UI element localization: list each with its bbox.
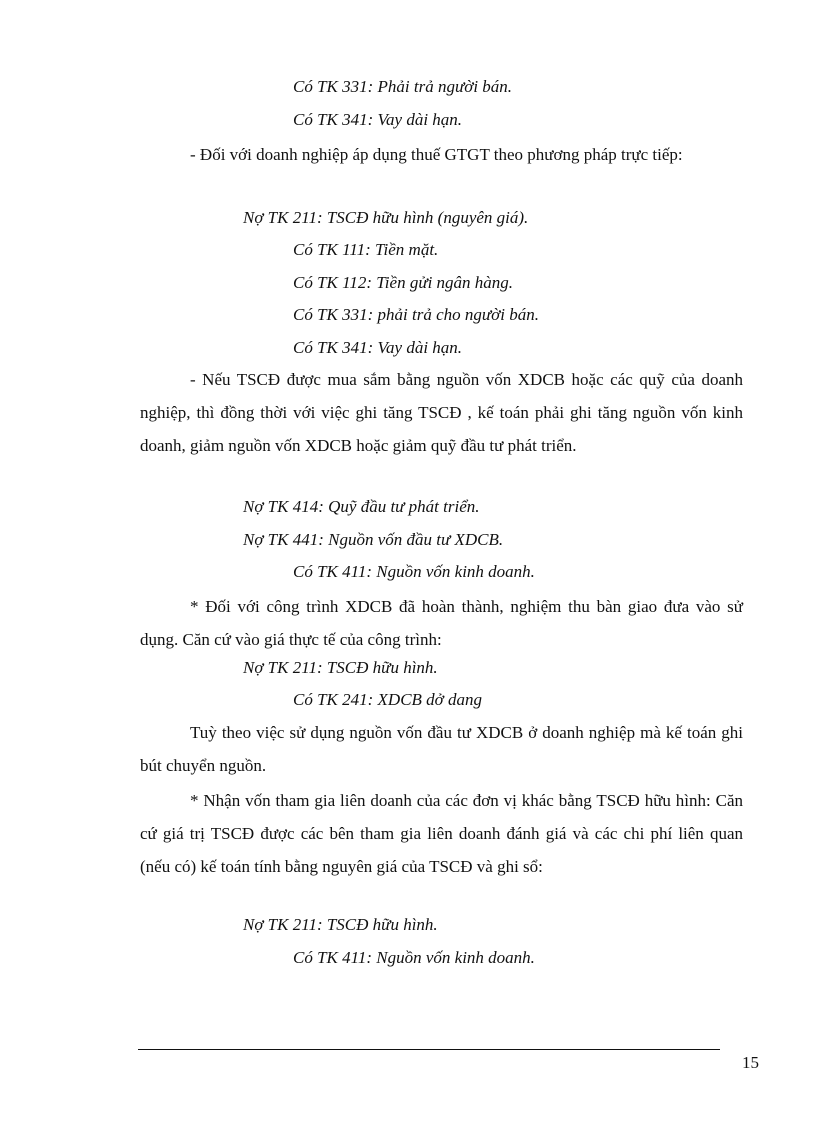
paragraph-fund-transfer: Tuỳ theo việc sử dụng nguồn vốn đầu tư XDCB ở doanh nghiệp mà kế toán ghi bút chuyển nguồn. (140, 723, 743, 775)
entry-credit-331: Có TK 331: phải trả cho người bán. (293, 305, 539, 324)
entry-credit-341: Có TK 341: Vay dài hạn. (293, 338, 463, 357)
entry-credit-341: Có TK 341: Vay dài hạn. (293, 110, 463, 129)
paragraph-completed-works: * Đối với công trình XDCB đã hoàn thành, nghiệm thu bàn giao đưa vào sử dụng. Căn cứ vào giá thực tế của công trình: (140, 597, 743, 649)
footer-rule (138, 1049, 720, 1050)
entry-debit-211: Nợ TK 211: TSCĐ hữu hình. (243, 915, 438, 934)
paragraph-joint-venture: * Nhận vốn tham gia liên doanh của các đơn vị khác bằng TSCĐ hữu hình: Căn cứ giá trị TSCĐ được các bên tham gia liên doanh đánh giá và các chi phí liên quan (nếu có) kế toán tính bằng nguyên giá của TSCĐ và ghi sổ: (140, 791, 743, 876)
entry-credit-112: Có TK 112: Tiền gửi ngân hàng. (293, 273, 514, 292)
entry-credit-111: Có TK 111: Tiền mặt. (293, 240, 439, 259)
entry-credit-331: Có TK 331: Phải trả người bán. (293, 77, 513, 96)
page-number: 15 (742, 1053, 759, 1072)
entry-debit-211: Nợ TK 211: TSCĐ hữu hình. (243, 658, 438, 677)
entry-debit-211: Nợ TK 211: TSCĐ hữu hình (nguyên giá). (243, 208, 529, 227)
paragraph-xdcb-funds: - Nếu TSCĐ được mua sắm bằng nguồn vốn XDCB hoặc các quỹ của doanh nghiệp, thì đồng thời với việc ghi tăng TSCĐ , kế toán phải ghi tăng nguồn vốn kinh doanh, giảm nguồn vốn XDCB hoặc giảm quỹ đầu tư phát triển. (140, 370, 743, 455)
entry-credit-411: Có TK 411: Nguồn vốn kinh doanh. (293, 948, 535, 967)
entry-debit-414: Nợ TK 414: Quỹ đầu tư phát triển. (243, 497, 480, 516)
entry-debit-441: Nợ TK 441: Nguồn vốn đầu tư XDCB. (243, 530, 504, 549)
entry-credit-241: Có TK 241: XDCB dở dang (293, 690, 483, 709)
entry-credit-411: Có TK 411: Nguồn vốn kinh doanh. (293, 562, 535, 581)
paragraph-direct-method: - Đối với doanh nghiệp áp dụng thuế GTGT theo phương pháp trực tiếp: (190, 145, 683, 164)
